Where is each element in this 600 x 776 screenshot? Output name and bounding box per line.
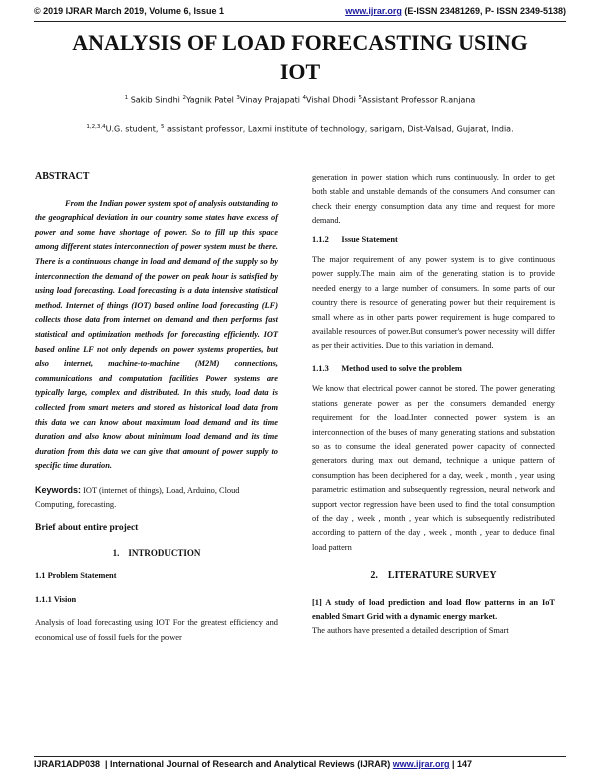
- abstract-text: From the Indian power system spot of analysis outstanding to the geographical deviation in our country some states have excess of power and some have shortage of power. So to fill up this space among different states interconnection of power system must be there. There is a continuous change in load and demand of the supply so by interconnection the demand of the power on peak hour is satisfied by using load forecasting. Load forecasting is a data intensive statistical method. Internet of things (IOT) based online load forecasting (LF) collects those data from internet on demand and then performs fast statistical and optimization methods for forecasting efficiently. IOT based online LF not only depends on power systems properties, but also internet, machine-to-machine (M2M) connections, communications and computation facilities Power systems are typically large, complex and distributed. In this study, load data is collected from smart meters and stored as historical load data from this data we can know about maximum load demand and its time duration and also know about minimum load demand and its time duration from this data we can give that amount of power supply to specific time duration.: [35, 198, 278, 471]
- introduction-heading: 1. INTRODUCTION: [112, 547, 201, 558]
- author-name: Sakib Sindhi: [130, 95, 180, 105]
- author-sup: 2: [182, 95, 186, 101]
- author-name: Vinay Prajapati: [239, 95, 300, 105]
- author-sup: 4: [302, 95, 307, 101]
- journal-url-issn: [345, 6, 566, 16]
- abstract-heading: ABSTRACT: [35, 171, 90, 182]
- header-issn: (E-ISSN 23481269, P- ISSN 2349-5138): [401, 6, 566, 16]
- method-heading: 1.1.3 Method used to solve the problem: [312, 363, 462, 373]
- author-sup: 5: [358, 95, 362, 101]
- left-column: [35, 170, 278, 646]
- affil-sup: 1,2,3,4: [86, 124, 106, 130]
- header-rule: [34, 21, 566, 22]
- affil-text-1: U.G. student,: [105, 124, 161, 134]
- keywords-text: IOT (internet of things), Load, Arduino, Cloud Computing, forecasting.: [35, 485, 240, 510]
- page-number: 147: [457, 759, 473, 769]
- method-text: We know that electrical power cannot be stored. The power generating stations generate power as per the consumers demanded energy requirement for the load.Inter connected power system is an interconnection of the buses of many generating stations and substation so as to consume the ideal generated power capacity of connected generators during max out demand, technique a unique pattern of consumption has been deciphered for a day, week , month , year using parametric estimation and subsequently regression, neural network and support vector regression have been used to find the total consumption of the day , week , month , year which is subsequently redistributed according to pattern of the day , week , month , year to deduce final load pattern: [312, 384, 555, 552]
- author-list: [40, 95, 560, 105]
- author-name: Assistant Professor R.anjana: [361, 95, 476, 105]
- intro-continued-text: generation in power station which runs continuously. In order to get both stable and unstable demands of the consumers And consumer can check their energy consumption data any time and request for more demand.: [312, 173, 555, 226]
- affil-sup-2: 5: [160, 124, 165, 130]
- author-name: Yagnik Patel: [185, 95, 234, 105]
- journal-issue-info: © 2019 IJRAR March 2019, Volume 6, Issue 1: [34, 6, 225, 16]
- affiliation: [40, 124, 560, 134]
- title-line-1: ANALYSIS OF LOAD FORECASTING USING: [72, 30, 528, 55]
- keywords: [35, 483, 278, 513]
- footer-rule: [34, 756, 566, 757]
- footer-separator: |: [449, 759, 458, 769]
- author-sup: 3: [236, 95, 240, 101]
- footer-url-link[interactable]: www.ijrar.org: [392, 759, 450, 769]
- author-name: Vishal Dhodi: [306, 95, 356, 105]
- affil-text-2: assistant professor, Laxmi institute of technology, sarigam, Dist-Valsad, Gujarat, India.: [164, 124, 514, 134]
- vision-heading: 1.1.1 Vision: [35, 594, 77, 604]
- author-sup: 1: [124, 95, 129, 101]
- footer-journal: IJRAR1ADP038 | International Journal of Research and Analytical Reviews (IJRAR): [34, 759, 393, 769]
- issue-statement-text: The major requirement of any power system is to give continuous power supply.The main aim of the generating station is to provide needed energy to a large number of consumers. In some parts of our country there is resource of generating power but their requirement is small where as in other parts power requirement is huge compared to available resources of power.But consumer's power necessity will differ as per their activities. Due to this variation in demand.: [312, 255, 555, 351]
- right-column: [312, 171, 555, 639]
- brief-heading: Brief about entire project: [35, 523, 139, 534]
- vision-text: Analysis of load forecasting using IOT For the greatest efficiency and economical use of fossil fuels for the power: [35, 618, 278, 643]
- paper-title: [40, 28, 560, 86]
- running-footer: [34, 759, 566, 773]
- header-url-link[interactable]: www.ijrar.org: [345, 6, 402, 16]
- reference-1-title: [1] A study of load prediction and load flow patterns in an IoT enabled Smart Grid with a dynamic energy market.: [312, 597, 555, 621]
- issue-statement-heading: 1.1.2 Issue Statement: [312, 234, 398, 244]
- title-line-2: IOT: [279, 59, 321, 84]
- reference-1-text: The authors have presented a detailed description of Smart: [312, 626, 509, 636]
- literature-survey-heading: 2. LITERATURE SURVEY: [370, 570, 497, 582]
- running-header: [34, 6, 566, 20]
- problem-statement-heading: 1.1 Problem Statement: [35, 571, 117, 581]
- keywords-label: Keywords:: [35, 484, 82, 495]
